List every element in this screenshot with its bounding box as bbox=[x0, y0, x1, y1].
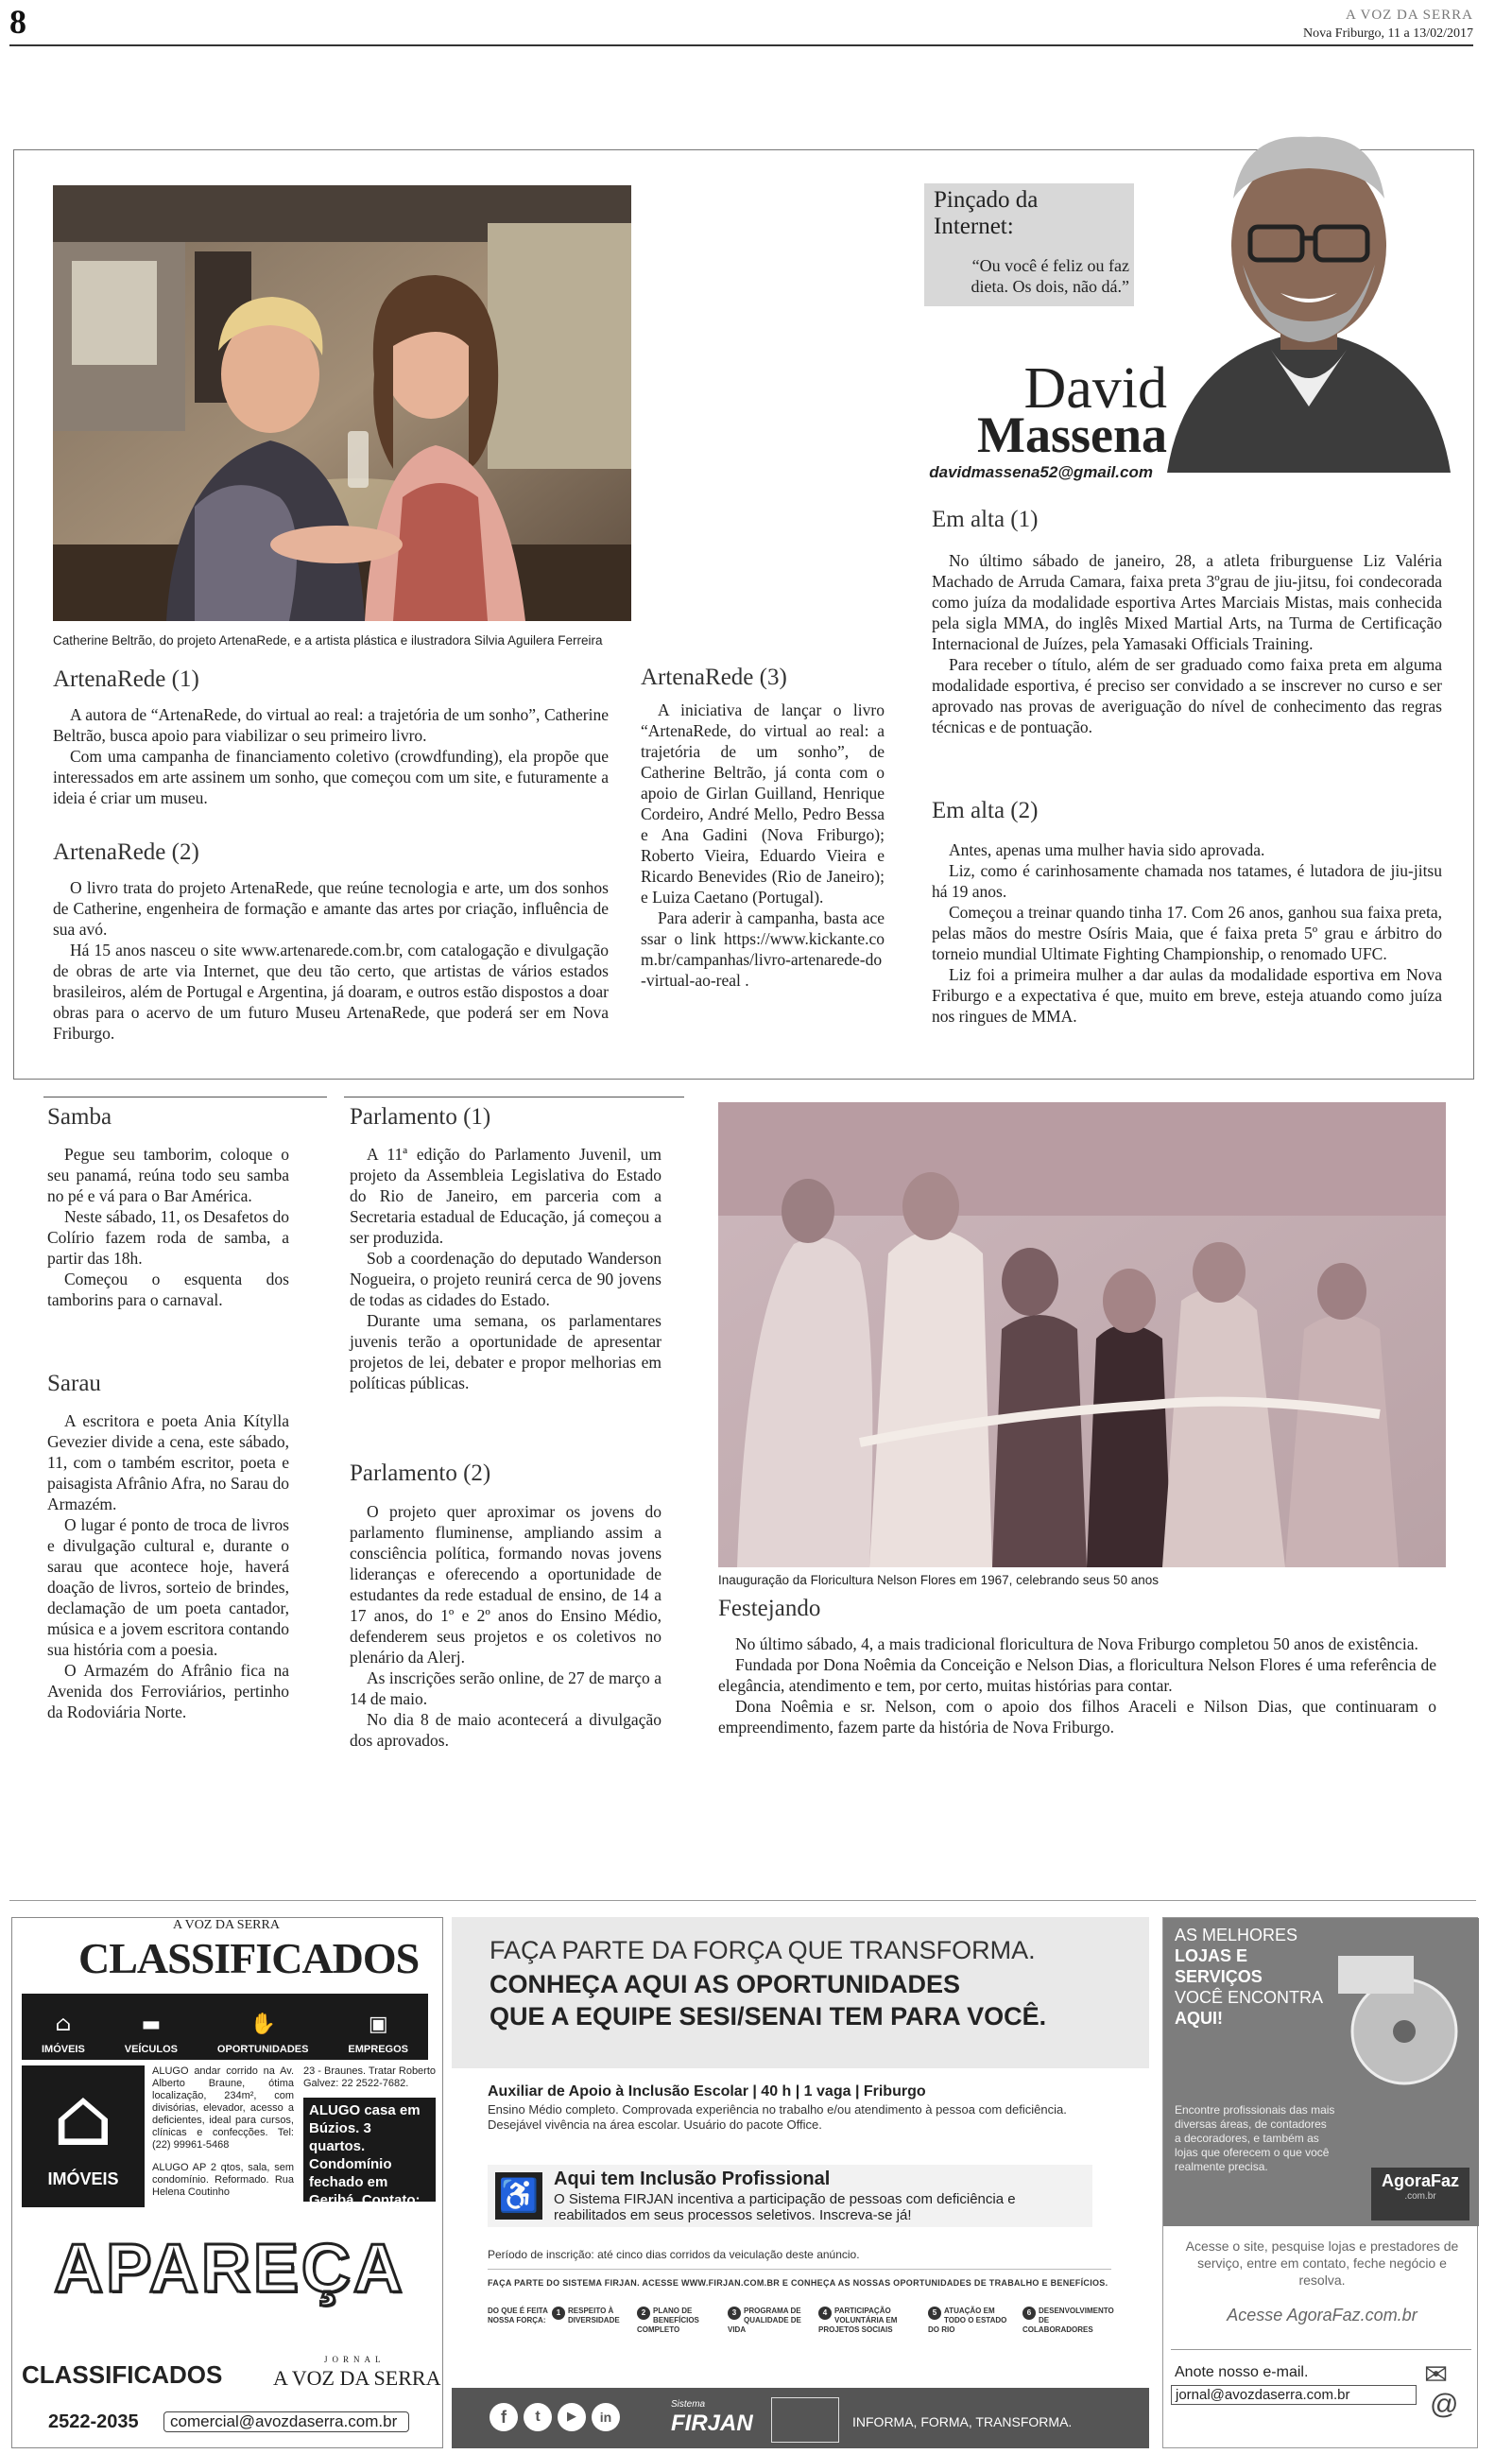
festejando-p3: Dona Noêmia e sr. Nelson, com o apoio dos filhos Araceli e Nilson Dias, que continuaram o empreendimento, fazem parte da história de Nova Friburgo. bbox=[718, 1697, 1436, 1737]
cat-label: OPORTUNIDADES bbox=[216, 2044, 309, 2055]
twitter-icon[interactable]: t bbox=[524, 2403, 552, 2431]
cat-oportunidades[interactable] bbox=[217, 2012, 309, 2056]
classificados-title: CLASSIFICADOS bbox=[78, 1934, 420, 1982]
phone-number: 2522-2035 bbox=[48, 2411, 139, 2432]
cat-label: VEÍCULOS bbox=[124, 2044, 178, 2055]
emalta2-p3: Começou a treinar quando tinha 17. Com 26 anos, ganhou sua faixa preta, pelas mãos do mestre Osíris Maia, que é faixa preta 5º grau e árbitro do torneio mundial Ultimate Fighting Championship, o renomado UFC. bbox=[932, 903, 1442, 963]
ad-text-2: ALUGO AP 2 qtos, sala, sem condomínio. Reformado. Rua Helena Coutinho bbox=[152, 2162, 294, 2198]
parl1-p2: Sob a coordenação do deputado Wanderson Nogueira, o projeto reunirá cerca de 90 jovens de todas as cidades do Estado. bbox=[350, 1249, 662, 1309]
agora-divider bbox=[1171, 2349, 1471, 2350]
strength-num: 6 bbox=[1022, 2307, 1036, 2320]
parl1-p3: Durante uma semana, os parlamentares juvenis terão a oportunidade de apresentar projetos de lei, debater e propor melhorias em políticas públicas. bbox=[350, 1311, 662, 1392]
parl1-title: Parlamento (1) bbox=[350, 1104, 491, 1130]
firjan-slogan: INFORMA, FORMA, TRANSFORMA. bbox=[852, 2414, 1073, 2429]
firjan-cta: FAÇA PARTE DO SISTEMA FIRJAN. ACESSE WWW.FIRJAN.COM.BR E CONHEÇA AS NOSSAS OPORTUNIDADES DE TRABALHO E BENEFÍCIOS. bbox=[488, 2278, 1108, 2288]
cat-empregos[interactable] bbox=[348, 2012, 408, 2056]
photo1-caption: Catherine Beltrão, do projeto ArtenaRede, e a artista plástica e ilustradora Silvia Aguilera Ferreira bbox=[53, 633, 603, 648]
festejando-title: Festejando bbox=[718, 1596, 821, 1621]
strength-text: PLANO DE BENEFÍCIOS COMPLETO bbox=[637, 2307, 699, 2334]
emalta1-p1: No último sábado de janeiro, 28, a atleta friburguense Liz Valéria Machado de Arruda Camara, faixa preta 3ºgrau de jiu-jitsu, foi condecorada como juíza da modalidade esportiva Artes Marciais Mistas, mais conhecida pela sigla MMA, do inglês Mixed Martial Arts, na Turma de Certificação Internacional de Juízes, pela Yamasaki Officials Training. bbox=[932, 551, 1442, 653]
parl1-body bbox=[350, 1144, 662, 1393]
photo-catherine-silvia bbox=[53, 185, 631, 621]
agora-access[interactable]: Acesse AgoraFaz.com.br bbox=[1227, 2306, 1418, 2324]
photo2-caption: Inauguração da Floricultura Nelson Flores em 1967, celebrando seus 50 anos bbox=[718, 1573, 1160, 1587]
agora-l5: AQUI! bbox=[1175, 2009, 1223, 2028]
classificados-label-2: CLASSIFICADOS bbox=[22, 2360, 223, 2389]
strength-num: 2 bbox=[637, 2307, 650, 2320]
note-email-label: Anote nosso e-mail. bbox=[1175, 2364, 1309, 2380]
parl2-p3: No dia 8 de maio acontecerá a divulgação dos aprovados. bbox=[350, 1710, 662, 1750]
strengths-label: DO QUE É FEITA NOSSA FORÇA: bbox=[488, 2307, 548, 2324]
emalta1-p2: Para receber o título, além de ser graduado como faixa preta em alguma modalidade esportiva, é preciso ser convidado a se inscrever no curso e ser aprovado nas provas de averiguação do nível de conhecimento das regras técnicas e de pontuação. bbox=[932, 655, 1442, 736]
strength-3 bbox=[728, 2307, 808, 2335]
agora-text2: Acesse o site, pesquise lojas e prestadores de serviço, entre em contato, feche negócio e resolva. bbox=[1185, 2238, 1459, 2288]
strength-text: ATUAÇÃO EM TODO O ESTADO DO RIO bbox=[928, 2307, 1007, 2334]
agora-l4: VOCÊ ENCONTRA bbox=[1175, 1988, 1324, 2007]
samba-p1: Pegue seu tamborim, coloque o seu panamá, reúna todo seu samba no pé e vá para o Bar América. bbox=[47, 1145, 289, 1205]
agorafaz-logo-box bbox=[1371, 2168, 1469, 2221]
artena3-p2: Para aderir à campanha, basta acessar o link https://www.kickante.com.br/campanhas/livro-artenarede-do-virtual-ao-real . bbox=[641, 908, 885, 990]
sarau-title: Sarau bbox=[47, 1371, 101, 1396]
author-last-name: Massena bbox=[977, 406, 1167, 463]
strength-num: 1 bbox=[552, 2307, 565, 2320]
youtube-icon[interactable]: ▶ bbox=[558, 2403, 586, 2431]
photo-floricultura-1967 bbox=[718, 1102, 1446, 1567]
strength-2 bbox=[637, 2307, 717, 2335]
strength-1 bbox=[552, 2307, 627, 2325]
author-first-name: David bbox=[1023, 356, 1167, 421]
strength-text: PARTICIPAÇÃO VOLUNTÁRIA EM PROJETOS SOCIAIS bbox=[818, 2307, 898, 2334]
sarau-p3: O Armazém do Afrânio fica na Avenida dos Ferroviários, pertinho da Rodoviária Norte. bbox=[47, 1661, 289, 1721]
ad-text-3: 23 - Braunes. Tratar Roberto Galvez: 22 2522-7682. bbox=[303, 2065, 437, 2089]
firjan-seal bbox=[771, 2397, 839, 2443]
emalta2-body bbox=[932, 839, 1442, 1027]
inclusion-text: O Sistema FIRJAN incentiva a participação de pessoas com deficiência e reabilitados em seus processos seletivos. Inscreva-se já! bbox=[554, 2191, 1016, 2223]
cat-veiculos[interactable] bbox=[125, 2012, 178, 2056]
classificados-cats bbox=[22, 1994, 428, 2060]
emalta2-p2: Liz, como é carinhosamente chamada nos tatames, é lutadora de jiu-jitsu há 19 anos. bbox=[932, 861, 1442, 901]
festejando-p1: No último sábado, 4, a mais tradicional floricultura de Nova Friburgo completou 50 anos de existência. bbox=[735, 1634, 1418, 1653]
samba-title: Samba bbox=[47, 1104, 112, 1130]
ads-rule bbox=[9, 1900, 1476, 1901]
artena3-body bbox=[641, 700, 885, 991]
header-rule bbox=[9, 44, 1473, 46]
agorafaz-logo-sub: .com.br bbox=[1404, 2191, 1436, 2202]
festejando-p2: Fundada por Dona Noêmia da Conceição e Nelson Dias, a floricultura Nelson Flores é uma referência de elegância, atendimento e tem, por certo, muitas histórias para contar. bbox=[718, 1655, 1436, 1695]
artena3-p1: A iniciativa de lançar o livro “ArtenaRede, do virtual ao real: a trajetória de um sonho”, de Catherine Beltrão, já conta com o apoio de Girlan Guilland, Henrique Cordeiro, André Mello, Pedro Bessa e Ana Gadini (Nova Friburgo); Roberto Vieira, Eduardo Vieira e Ricardo Benevides (Rio de Janeiro); e Luiza Caetano (Portugal). bbox=[641, 700, 885, 907]
imoveis-label: IMÓVEIS bbox=[47, 2169, 119, 2188]
parl1-p1: A 11ª edição do Parlamento Juvenil, um projeto da Assembleia Legislativa do Estado do Rio de Janeiro, em parceria com a Secretaria estadual de Educação, já começou a ser produzida. bbox=[350, 1145, 662, 1247]
envelope-icon: ✉ bbox=[1424, 2359, 1449, 2392]
agora-l2: LOJAS E bbox=[1175, 1946, 1248, 1965]
emalta1-body bbox=[932, 550, 1442, 737]
jornal-label: JORNAL bbox=[324, 2355, 386, 2364]
quote-text: “Ou você é feliz ou faz dieta. Os dois, não dá.” bbox=[971, 256, 1129, 296]
briefcase-icon: ▣ bbox=[368, 2013, 388, 2036]
samba-p2: Neste sábado, 11, os Desafetos do Colírio fazem roda de samba, a partir das 18h. bbox=[47, 1207, 289, 1268]
car-icon: ▬ bbox=[141, 2013, 162, 2036]
at-sign-icon: @ bbox=[1430, 2389, 1459, 2420]
firjan-ad bbox=[452, 1917, 1149, 2448]
emalta2-p1: Antes, apenas uma mulher havia sido aprovada. bbox=[949, 840, 1265, 859]
parl2-p1: O projeto quer aproximar os jovens do parlamento fluminense, ampliando assim a consciência política, formando novas jovens lideranças e oferecendo a oportunidade de estudantes da rede estadual de ensino, de 14 a 17 anos, do 1º e 2º anos do Ensino Médio, defenderem seus projetos e os coletivos no plenário da Alerj. bbox=[350, 1502, 662, 1667]
strength-num: 4 bbox=[818, 2307, 832, 2320]
firjan-sistema: Sistema bbox=[671, 2399, 706, 2410]
house-icon: ⌂ bbox=[55, 2013, 72, 2036]
strength-text: DESENVOLVIMENTO DE COLABORADORES bbox=[1022, 2307, 1114, 2334]
emalta1-title: Em alta (1) bbox=[932, 507, 1039, 532]
firjan-line2: CONHEÇA AQUI AS OPORTUNIDADES bbox=[490, 1970, 961, 1998]
artena1-body bbox=[53, 704, 609, 808]
strength-num: 5 bbox=[928, 2307, 941, 2320]
inclusion-title: Aqui tem Inclusão Profissional bbox=[554, 2169, 831, 2189]
firjan-line3: QUE A EQUIPE SESI/SENAI TEM PARA VOCÊ. bbox=[490, 2002, 1047, 2031]
classificados-paper: A VOZ DA SERRA bbox=[173, 1918, 280, 1932]
facebook-icon[interactable]: f bbox=[490, 2403, 518, 2431]
artena1-p2: Com uma campanha de financiamento coletivo (crowdfunding), ela propõe que interessados em arte assinem um sonho, que começou com um site, e futuramente a ideia é criar um museu. bbox=[53, 747, 609, 807]
artena2-p1: O livro trata do projeto ArtenaRede, que reúne tecnologia e arte, um dos sonhos de Catherine, engenheira de formação e amante das artes por criação, influência de sua avó. bbox=[53, 878, 609, 939]
strength-4 bbox=[818, 2307, 918, 2335]
parl2-title: Parlamento (2) bbox=[350, 1460, 491, 1486]
classificados-paper-2: A VOZ DA SERRA bbox=[273, 2366, 441, 2390]
artena2-p2: Há 15 anos nasceu o site www.artenarede.com.br, com catalogação e divulgação de obras de arte via Internet, que deu tão certo, que artistas de vários estados brasileiros, além de Portugal e Argentina, já doaram, e outros estão dispostos a doar obras para o acervo de um futuro Museu ArtenaRede, que poderá ser em Nova Friburgo. bbox=[53, 941, 609, 1043]
agora-l1: AS MELHORES bbox=[1175, 1926, 1298, 1944]
house-icon: ⌂ bbox=[52, 2071, 114, 2164]
firjan-job-req: Ensino Médio completo. Comprovada experiência no trabalho e/ou atendimento à pessoa com deficiência. Desejável vivência na área escolar. Usuário do pacote Office. bbox=[488, 2102, 1067, 2132]
artena2-title: ArtenaRede (2) bbox=[53, 839, 199, 865]
firjan-job-title: Auxiliar de Apoio à Inclusão Escolar | 40 h | 1 vaga | Friburgo bbox=[488, 2083, 926, 2100]
inscription-period: Período de inscrição: até cinco dias corridos da veiculação deste anúncio. bbox=[488, 2248, 860, 2261]
artena1-title: ArtenaRede (1) bbox=[53, 666, 199, 692]
strength-6 bbox=[1022, 2307, 1117, 2335]
firjan-line1: FAÇA PARTE DA FORÇA QUE TRANSFORMA. bbox=[490, 1936, 1036, 1964]
sarau-p2: O lugar é ponto de troca de livros e divulgação cultural e, durante o sarau que acontece hoje, haverá doação de livros, sorteio de brindes, declamação de um poeta cantador, música e a jovem escritora contando sua história com a poesia. bbox=[47, 1515, 289, 1659]
author-email: davidmassena52@gmail.com bbox=[929, 463, 1153, 481]
classificados-ad bbox=[11, 1917, 443, 2448]
agora-l3: SERVIÇOS bbox=[1175, 1967, 1263, 1986]
masthead-paper: A VOZ DA SERRA bbox=[1346, 8, 1473, 23]
firjan-logo: FIRJAN bbox=[671, 2411, 753, 2436]
contact-email[interactable]: comercial@avozdaserra.com.br bbox=[163, 2411, 409, 2432]
strength-text: PROGRAMA DE QUALIDADE DE VIDA bbox=[728, 2307, 801, 2334]
author-portrait bbox=[1158, 95, 1460, 473]
artena2-body bbox=[53, 877, 609, 1044]
thumbs-up-icon: ✋ bbox=[249, 2013, 276, 2036]
page-number: 8 bbox=[9, 3, 26, 41]
cat-label: IMÓVEIS bbox=[41, 2044, 85, 2055]
wheelchair-icon: ♿ bbox=[495, 2172, 542, 2220]
newspaper-email[interactable]: jornal@avozdaserra.com.br bbox=[1171, 2385, 1417, 2405]
samba-body bbox=[47, 1144, 289, 1310]
strength-5 bbox=[928, 2307, 1013, 2335]
sarau-body bbox=[47, 1410, 289, 1722]
agorafaz-ad bbox=[1162, 1917, 1478, 2448]
strength-num: 3 bbox=[728, 2307, 741, 2320]
agorafaz-logo: AgoraFaz bbox=[1381, 2171, 1459, 2190]
artena3-title: ArtenaRede (3) bbox=[641, 665, 787, 690]
emalta2-p4: Liz foi a primeira mulher a dar aulas da modalidade esportiva em Nova Friburgo e a expectativa é que, muito em breve, esteja atuando como juíza nos ringues de MMA. bbox=[932, 965, 1442, 1026]
cat-imoveis[interactable] bbox=[42, 2012, 85, 2056]
artena1-p1: A autora de “ArtenaRede, do virtual ao real: a trajetória de um sonho”, Catherine Beltrão, busca apoio para viabilizar o seu primeiro livro. bbox=[53, 705, 609, 745]
emalta2-title: Em alta (2) bbox=[932, 798, 1039, 823]
festejando-body bbox=[718, 1633, 1436, 1737]
parl2-body bbox=[350, 1501, 662, 1751]
cat-label: EMPREGOS bbox=[348, 2044, 408, 2055]
quote-title: Pinçado da Internet: bbox=[934, 187, 1039, 239]
agora-body: Encontre profissionais das mais diversas áreas, de contadores a decoradores, e também as lojas que oferecem o que você realmente precisa. bbox=[1175, 2103, 1335, 2173]
strength-text: RESPEITO À DIVERSIDADE bbox=[568, 2307, 620, 2324]
ad-text-1: ALUGO andar corrido na Av. Alberto Braune, ótima localização, 234m², com divisórias, elevador, acesso a deficientes, ideal para cursos, clínicas e confecções. Tel: (22) 99961-5468 bbox=[152, 2065, 294, 2151]
sarau-p1: A escritora e poeta Ania Kítylla Gevezier divide a cena, este sábado, 11, com o também escritor, poeta e paisagista Afrânio Afra, no Sarau do Armazém. bbox=[47, 1411, 289, 1513]
imoveis-tile[interactable] bbox=[22, 2065, 145, 2207]
ad-text-4: ALUGO casa em Búzios. 3 quartos. Condomínio fechado em Geribá. Contato: (22) 992447183 bbox=[303, 2098, 436, 2202]
apareca-text: APAREÇA bbox=[54, 2231, 405, 2307]
firjan-divider bbox=[488, 2269, 1111, 2270]
saw-image bbox=[1319, 1956, 1470, 2088]
samba-p3: Começou o esquenta dos tamborins para o carnaval. bbox=[47, 1270, 289, 1309]
parl2-p2: As inscrições serão online, de 27 de março a 14 de maio. bbox=[350, 1668, 662, 1708]
dateline: Nova Friburgo, 11 a 13/02/2017 bbox=[1302, 26, 1473, 41]
linkedin-icon[interactable]: in bbox=[592, 2403, 620, 2431]
